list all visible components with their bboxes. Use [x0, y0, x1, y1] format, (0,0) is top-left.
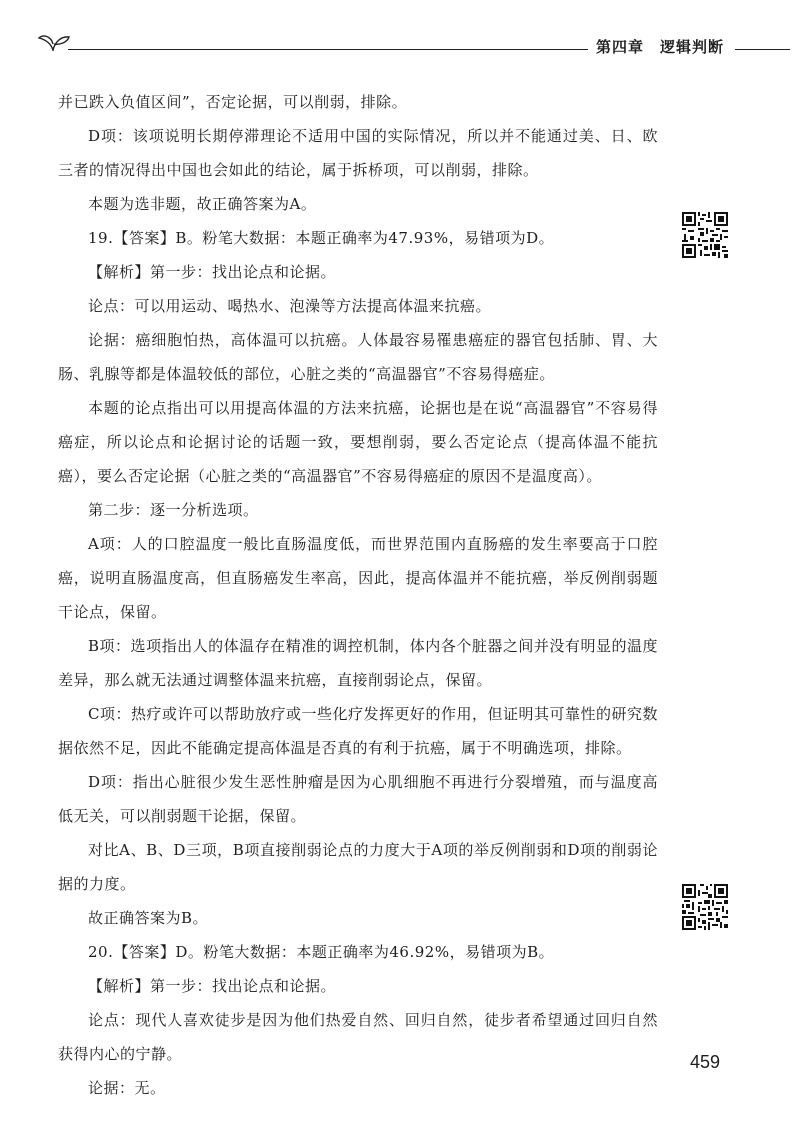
option-analysis-b: B项：选项指出人的体温存在精准的调控机制，体内各个脏器之间并没有明显的温度差异，那么就无法通过调整体温来抗癌，直接削弱论点，保留。	[58, 637, 658, 689]
paragraph: 论据：癌细胞怕热，高体温可以抗癌。人体最容易罹患癌症的器官包括肺、胃、大肠、乳腺等都是体温较低的部位，心脏之类的“高温器官”不容易得癌症。	[58, 331, 658, 383]
paragraph: 并已跌入负值区间”，否定论据，可以削弱，排除。	[58, 93, 408, 111]
header-rule-left	[68, 49, 588, 50]
paragraph: 论点：现代人喜欢徒步是因为他们热爱自然、回归自然，徒步者希望通过回归自然获得内心的宁静。	[58, 1011, 658, 1063]
leaf-icon	[33, 28, 73, 52]
answer-heading-20: 20.【答案】D。粉笔大数据：本题正确率为46.92%，易错项为B。	[88, 943, 555, 961]
paragraph: D项：该项说明长期停滞理论不适用中国的实际情况，所以并不能通过美、日、欧三者的情况得出中国也会如此的结论，属于拆桥项，可以削弱，排除。	[58, 127, 658, 179]
chapter-title: 逻辑判断	[660, 38, 725, 56]
paragraph: 论据：无。	[88, 1079, 166, 1097]
paragraph: 本题的论点指出可以用提高体温的方法来抗癌，论据也是在说“高温器官”不容易得癌症，所以论点和论据讨论的话题一致，要想削弱，要么否定论点（提高体温不能抗癌），要么否定论据（心脏之类的“高温器官”不容易得癌症的原因不是温度高）。	[58, 399, 658, 485]
answer-heading-19: 19.【答案】B。粉笔大数据：本题正确率为47.93%，易错项为D。	[88, 229, 555, 247]
page-body	[58, 85, 658, 1105]
analysis-step: 第二步：逐一分析选项。	[88, 501, 259, 519]
paragraph: 本题为选非题，故正确答案为A。	[88, 195, 317, 213]
qr-code-icon[interactable]	[682, 884, 728, 930]
paragraph: 论点：可以用运动、喝热水、泡澡等方法提高体温来抗癌。	[88, 297, 492, 315]
option-analysis-c: C项：热疗或许可以帮助放疗或一些化疗发挥更好的作用，但证明其可靠性的研究数据依然不足，因此不能确定提高体温是否真的有利于抗癌，属于不明确选项，排除。	[58, 705, 658, 757]
analysis-step: 【解析】第一步：找出论点和论据。	[88, 977, 337, 995]
paragraph: 对比A、B、D三项，B项直接削弱论点的力度大于A项的举反例削弱和D项的削弱论据的力度。	[58, 841, 658, 893]
page-header	[0, 0, 800, 70]
qr-code-icon[interactable]	[682, 212, 728, 258]
header-rule-right	[735, 49, 790, 50]
page-number: 459	[690, 1052, 721, 1072]
option-analysis-a: A项：人的口腔温度一般比直肠温度低，而世界范围内直肠癌的发生率要高于口腔癌，说明直肠温度高，但直肠癌发生率高，因此，提高体温并不能抗癌，举反例削弱题干论点，保留。	[58, 535, 658, 621]
running-header	[596, 36, 740, 57]
option-analysis-d: D项：指出心脏很少发生恶性肿瘤是因为心肌细胞不再进行分裂增殖，而与温度高低无关，可以削弱题干论据，保留。	[58, 773, 658, 825]
chapter-number: 第四章	[596, 38, 645, 56]
analysis-step: 【解析】第一步：找出论点和论据。	[88, 263, 337, 281]
paragraph: 故正确答案为B。	[88, 909, 209, 927]
